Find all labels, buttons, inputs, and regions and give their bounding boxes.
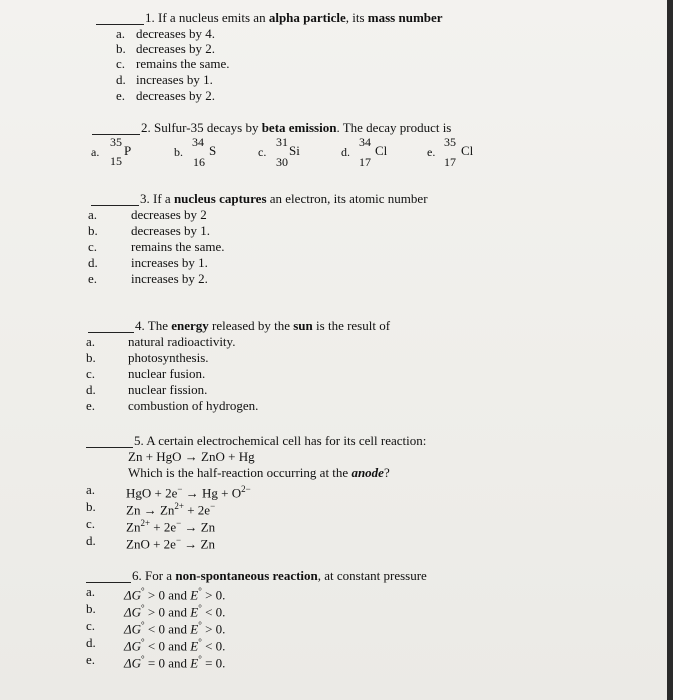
q2-option-letter: c. [258, 145, 267, 159]
q1-option-text: decreases by 2. [136, 88, 216, 103]
q4-option-letter: b. [86, 350, 96, 365]
q2-atomic-number: 17 [359, 155, 371, 169]
q1-option-letter: c. [116, 56, 126, 71]
q4-option-letter: c. [86, 366, 96, 381]
q2-element-symbol: S [209, 143, 217, 158]
q2-mass-number: 31 [276, 135, 288, 149]
q2-mass-number: 34 [359, 135, 371, 149]
q3-option-text: decreases by 1. [131, 223, 211, 238]
q2-option-letter: a. [91, 145, 100, 159]
question-5-reaction: Zn + HgO → ZnO + Hg [128, 449, 255, 464]
answer-blank-5 [86, 447, 133, 448]
q6-option-letter: c. [86, 618, 96, 633]
q6-option-letter: d. [86, 635, 96, 650]
answer-blank-6 [86, 582, 131, 583]
q2-option-letter: d. [341, 145, 350, 159]
q5-option-text: $Zn^{2+} + 2e^- \to Zn$ [126, 518, 216, 535]
q2-mass-number: 34 [192, 135, 204, 149]
q3-option-text: increases by 1. [131, 255, 208, 270]
q2-atomic-number: 15 [110, 154, 122, 168]
answer-blank-4 [88, 332, 134, 333]
q2-element-symbol: P [124, 143, 132, 158]
q2-option-letter: e. [427, 145, 436, 159]
q3-option-letter: d. [88, 255, 98, 270]
q4-option-text: nuclear fusion. [128, 366, 206, 381]
q3-option-text: decreases by 2 [131, 207, 207, 222]
q3-option-letter: a. [88, 207, 98, 222]
q5-option-text: ZnO + 2e− → Zn [126, 535, 215, 552]
question-2-stem: 2. Sulfur-35 decays by beta emission. The decay product is [141, 120, 452, 135]
q4-option-text: combustion of hydrogen. [128, 398, 259, 413]
q3-option-text: remains the same. [131, 239, 225, 254]
q2-atomic-number: 30 [276, 155, 288, 169]
q4-option-letter: a. [86, 334, 96, 349]
q2-atomic-number: 16 [193, 155, 205, 169]
question-6-stem: 6. For a non-spontaneous reaction, at constant pressure [132, 568, 427, 583]
q5-option-letter: c. [86, 516, 96, 531]
q6-option-letter: a. [86, 584, 96, 599]
question-4-stem: 4. The energy released by the sun is the result of [135, 318, 391, 333]
page-edge [667, 0, 673, 700]
q3-option-text: increases by 2. [131, 271, 208, 286]
q1-option-text: remains the same. [136, 56, 230, 71]
q1-option-text: decreases by 4. [136, 26, 216, 41]
q4-option-letter: d. [86, 382, 96, 397]
q3-option-letter: b. [88, 223, 98, 238]
q6-option-text: ΔG° > 0 and E° > 0. [124, 586, 226, 603]
answer-blank-3 [91, 205, 139, 206]
q1-option-text: increases by 1. [136, 72, 213, 87]
q1-option-letter: a. [116, 26, 126, 41]
q6-option-text: ΔG° < 0 and E° < 0. [124, 637, 226, 654]
q1-option-text: decreases by 2. [136, 41, 216, 56]
q5-option-text: $Zn \to Zn^{2+} + 2e^-$ [126, 501, 216, 518]
q2-mass-number: 35 [110, 135, 122, 149]
q6-option-letter: e. [86, 652, 96, 667]
question-5-stem: 5. A certain electrochemical cell has for its cell reaction: [134, 433, 427, 448]
q2-element-symbol: Cl [375, 143, 388, 158]
q2-mass-number: 35 [444, 135, 456, 149]
q4-option-text: natural radioactivity. [128, 334, 236, 349]
q6-option-letter: b. [86, 601, 96, 616]
q1-option-letter: d. [116, 72, 126, 87]
q6-option-text: ΔG° < 0 and E° > 0. [124, 620, 226, 637]
q4-option-letter: e. [86, 398, 96, 413]
q5-option-text: HgO + $2e^- \to Hg + O^{2-}$ [126, 484, 251, 501]
q5-option-letter: a. [86, 482, 96, 497]
q5-option-letter: d. [86, 533, 96, 548]
q5-option-letter: b. [86, 499, 96, 514]
q6-option-text: ΔG° = 0 and E° = 0. [124, 654, 226, 671]
q4-option-text: photosynthesis. [128, 350, 209, 365]
q6-option-text: ΔG° > 0 and E° < 0. [124, 603, 226, 620]
answer-blank-1 [96, 24, 144, 25]
q2-option-letter: b. [174, 145, 183, 159]
q2-element-symbol: Si [289, 143, 300, 158]
question-3-stem: 3. If a nucleus captures an electron, its atomic number [140, 191, 428, 206]
q3-option-letter: c. [88, 239, 98, 254]
q1-option-letter: b. [116, 41, 126, 56]
question-1-stem: 1. If a nucleus emits an alpha particle, its mass number [145, 10, 443, 25]
q2-atomic-number: 17 [444, 155, 456, 169]
q1-option-letter: e. [116, 88, 126, 103]
question-5-question: Which is the half-reaction occurring at the anode? [128, 465, 390, 480]
q3-option-letter: e. [88, 271, 98, 286]
q4-option-text: nuclear fission. [128, 382, 208, 397]
q2-element-symbol: Cl [461, 143, 474, 158]
